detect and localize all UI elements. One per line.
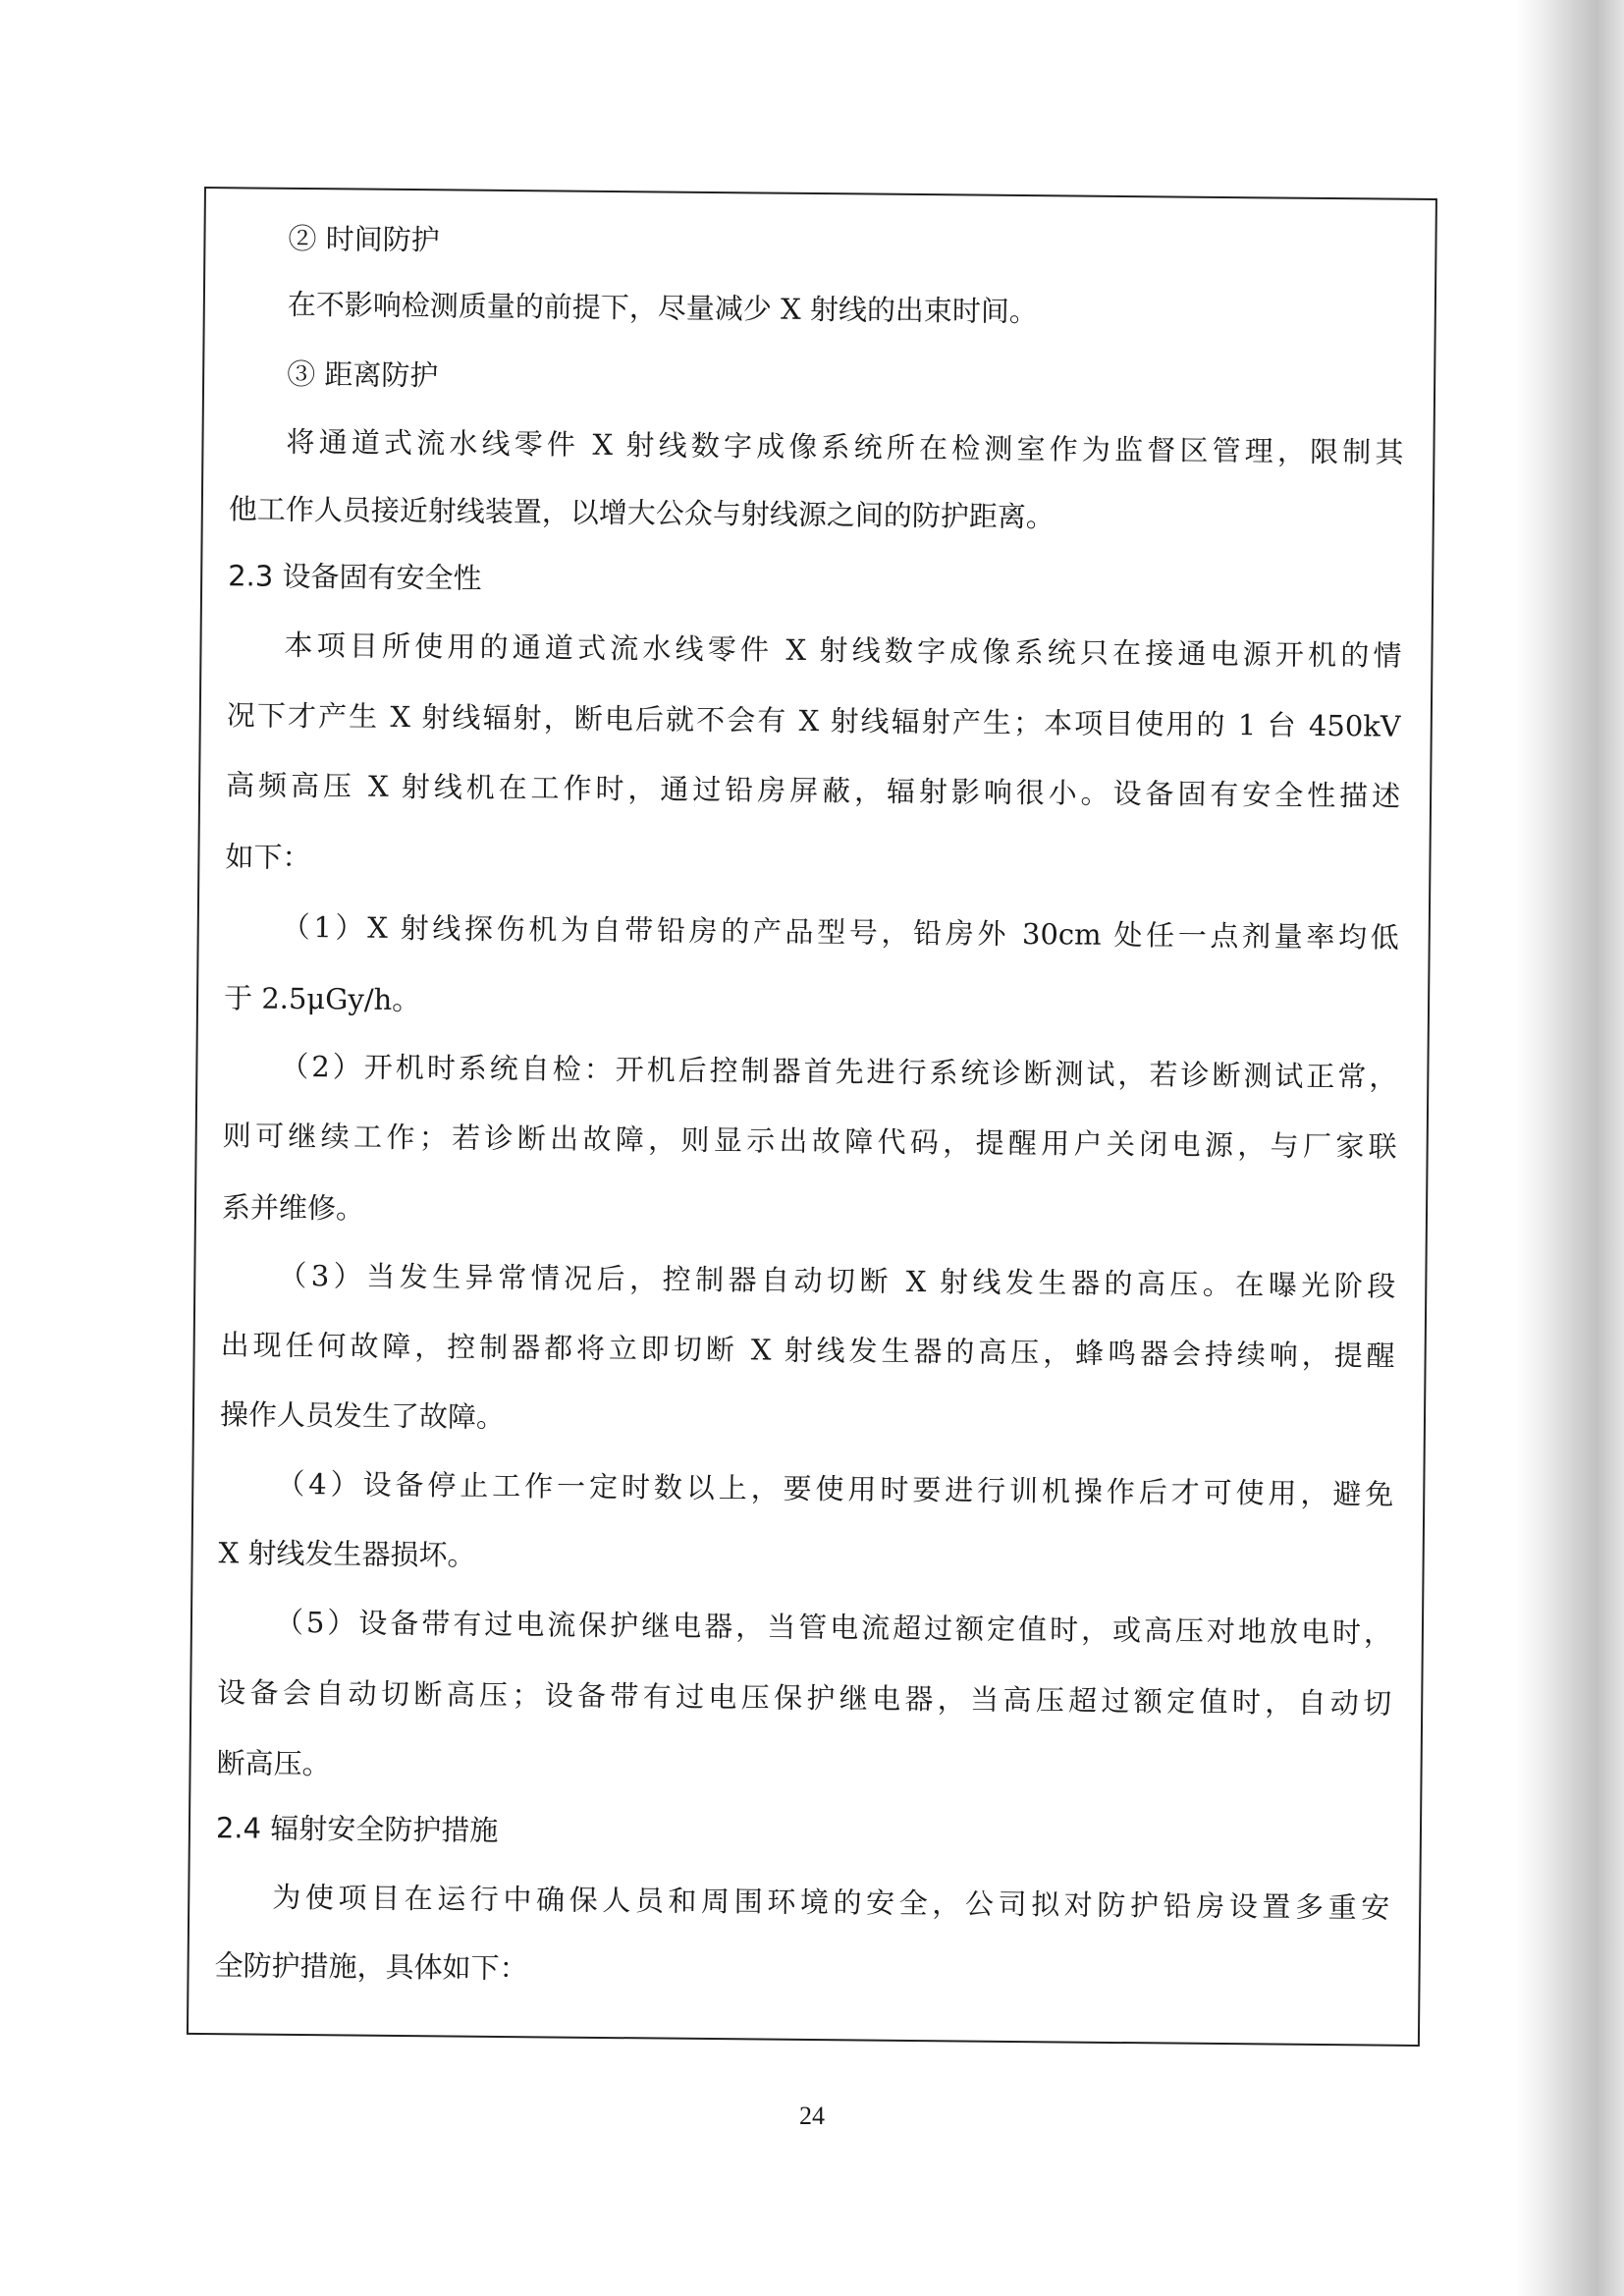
paragraph-line: 系并维修。 [221,1190,365,1226]
paragraph-line: 如下： [225,840,311,875]
list-item-2: （2）开机时系统自检：开机后控制器首先进行系统诊断测试，若诊断测试正常， [280,1049,1398,1094]
paragraph-line: 断高压。 [216,1746,331,1781]
paragraph-line: 在不影响检测质量的前提下，尽量减少 X 射线的出束时间。 [287,287,1039,329]
paragraph-line: 本项目所使用的通道式流水线零件 X 射线数字成像系统只在接通电源开机的情 [284,628,1402,673]
paragraph-line: 于 2.5μGy/h。 [223,981,421,1017]
paragraph-line: 操作人员发生了故障。 [219,1397,506,1434]
paragraph-line: 为使项目在运行中确保人员和周围环境的安全，公司拟对防护铅房设置多重安 [272,1880,1390,1925]
subheading-time-protection: ② 时间防护 [288,221,440,257]
section-heading-2-3: 2.3 设备固有安全性 [228,559,482,595]
scan-edge-shadow [1516,0,1624,2296]
paragraph-line: 况下才产生 X 射线辐射，断电后就不会有 X 射线辐射产生；本项目使用的 1 台 450kV [226,698,1401,743]
paragraph-line: 他工作人员接近射线装置，以增大公众与射线源之间的防护距离。 [228,492,1055,534]
text-frame [187,187,1437,2047]
paragraph-line: 全防护措施，具体如下： [214,1948,528,1986]
section-heading-2-4: 2.4 辐射安全防护措施 [215,1811,499,1847]
page-number: 24 [799,2102,825,2130]
paragraph-line: 出现任何故障，控制器都将立即切断 X 射线发生器的高压，蜂鸣器会持续响，提醒 [220,1328,1395,1373]
paragraph-line: 则可继续工作；若诊断出故障，则显示出故障代码，提醒用户关闭电源，与厂家联 [222,1119,1397,1164]
paragraph-line: X 射线发生器损坏。 [218,1536,476,1572]
paragraph-line: 高频高压 X 射线机在工作时，通过铅房屏蔽，辐射影响很小。设备固有安全性描述 [225,768,1401,813]
paragraph-line: 将通道式流水线零件 X 射线数字成像系统所在检测室作为监督区管理，限制其 [286,424,1404,469]
subheading-distance-protection: ③ 距离防护 [287,356,439,393]
list-item-3: （3）当发生异常情况后，控制器自动切断 X 射线发生器的高压。在曝光阶段 [278,1258,1396,1303]
list-item-5: （5）设备带有过电流保护继电器，当管电流超过额定值时，或高压对地放电时， [274,1605,1393,1650]
list-item-1: （1）X 射线探伤机为自带铅房的产品型号，铅房外 30cm 处任一点剂量率均低 [281,909,1399,955]
document-body [214,220,1406,1986]
list-item-4: （4）设备停止工作一定时数以上，要使用时要进行训机操作后才可使用，避免 [276,1466,1394,1511]
paragraph-line: 设备会自动切断高压；设备带有过电压保护继电器，当高压超过额定值时，自动切 [217,1675,1392,1721]
